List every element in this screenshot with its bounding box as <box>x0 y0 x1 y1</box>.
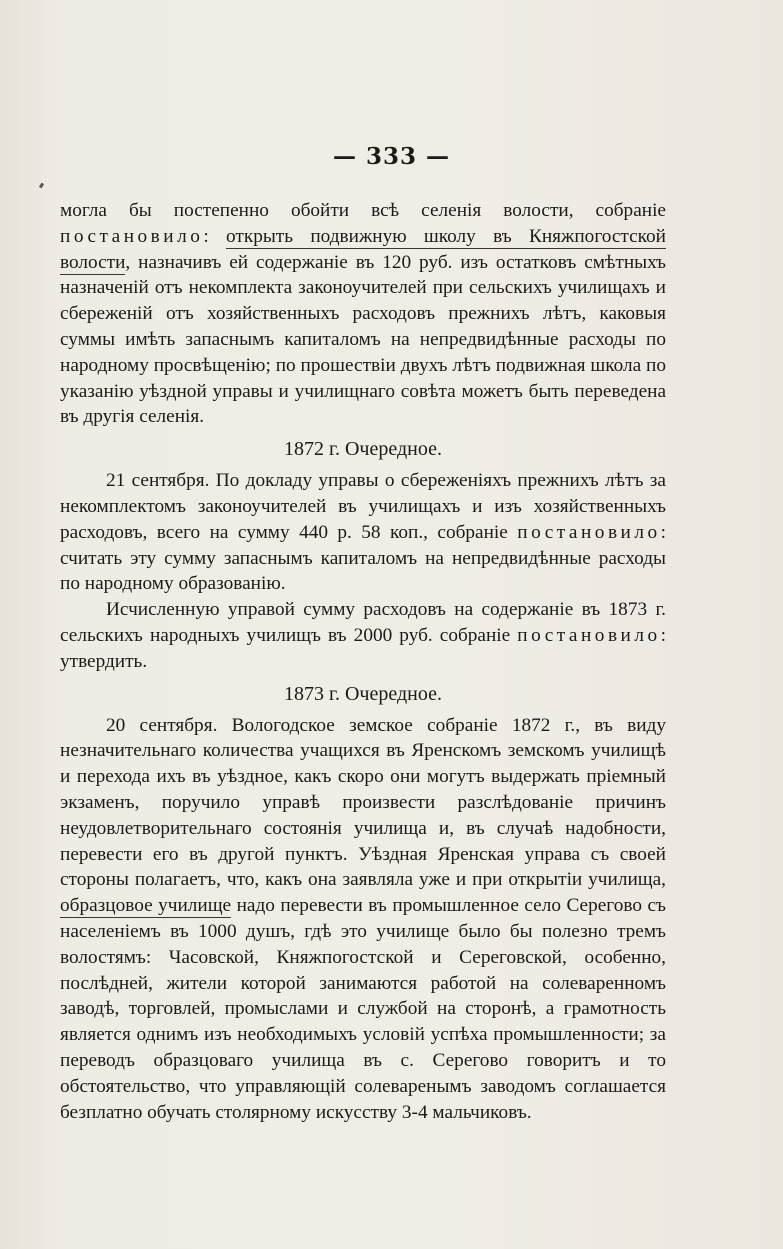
text-body <box>60 198 666 1125</box>
paragraph-3-text-end: : утвердить. <box>60 624 666 672</box>
paragraph-4-text-end: надо перевести въ промышленное село Серегово съ населеніемъ въ 1000 душъ, гдѣ это училище было бы полезно тремъ волостямъ: Часовской, Княжпогостской и Сереговской, особенно, послѣдней, жители которой занимаются работой на солеваренномъ заводѣ, торговлей, промыслами и службой на сторонѣ, а грамотность является однимъ изъ необходимыхъ условій успѣха промышленности; за переводъ образцоваго училища въ с. Серегово говоритъ и то обстоятельство, что управляющій солеваренымъ заводомъ соглашается безплатно обучать столярному искусству 3-4 мальчиковъ. <box>60 895 667 1123</box>
paragraph-3 <box>60 597 666 674</box>
paragraph-1 <box>60 198 666 430</box>
paragraph-3-spaced-word: постановило <box>517 624 661 646</box>
paragraph-1-spaced-word: постановило <box>60 225 204 247</box>
paragraph-4-text: 20 сентября. Вологодское земское собраніе 1872 г., въ виду незначительнаго количества учащихся въ Яренскомъ земскомъ училищѣ и перехода ихъ въ уѣздное, какъ скоро они могутъ выдержать пріемный экзаменъ, поручило управѣ произвести разслѣдованіе причинъ неудовлетворительнаго состоянія училища и, въ случаѣ надобности, перевести его въ другой пунктъ. Уѣздная Яренская управа съ своей стороны полагаетъ, что, какъ она заявляла уже и при открытіи училища, <box>60 714 666 891</box>
paragraph-2-spaced-word: постановило <box>517 521 661 543</box>
paragraph-3-text: Исчисленную управой сумму расходовъ на содержаніе въ 1873 г. сельскихъ народныхъ училищъ въ 2000 руб. собраніе <box>60 599 666 646</box>
paragraph-2-text-end: : считать эту сумму запаснымъ капиталомъ на непредвидѣнные расходы по народному образованію. <box>60 521 666 595</box>
page-number: — 333 — <box>332 143 451 170</box>
paragraph-1-underlined-phrase: открыть подвижную школу въ Княжпогостской волости <box>60 225 666 273</box>
paragraph-4 <box>60 713 666 1126</box>
margin-mark <box>39 183 44 189</box>
paragraph-2 <box>60 468 666 597</box>
paragraph-1-colon: : <box>203 225 227 247</box>
section-heading-1873: 1873 г. Очередное. <box>284 682 442 705</box>
paragraph-1-text-end: , назначивъ ей содержаніе въ 120 руб. изъ остатковъ смѣтныхъ назначеній отъ некомплекта законоучителей при сельскихъ училищахъ и сбереженій отъ хозяйственныхъ расходовъ прежнихъ лѣтъ, каковыя суммы имѣть запаснымъ капиталомъ на непредвидѣнные расходы по народному просвѣщенію; по прошествіи двухъ лѣтъ подвижная школа по указанію уѣздной управы и училищнаго совѣта можетъ быть переведена въ другія селенія. <box>60 251 666 428</box>
paragraph-4-underlined-phrase: образцовое училище <box>60 895 232 917</box>
paragraph-2-text: 21 сентября. По докладу управы о сбереженіяхъ прежнихъ лѣтъ за некомплектомъ законоучителей въ училищахъ и изъ хозяйственныхъ расходовъ, всего на сумму 440 р. 58 коп., собраніе <box>60 470 666 543</box>
section-heading-1872: 1872 г. Очередное. <box>284 438 442 461</box>
paragraph-1-text: могла бы постепенно обойти всѣ селенія волости, собраніе <box>60 200 666 221</box>
